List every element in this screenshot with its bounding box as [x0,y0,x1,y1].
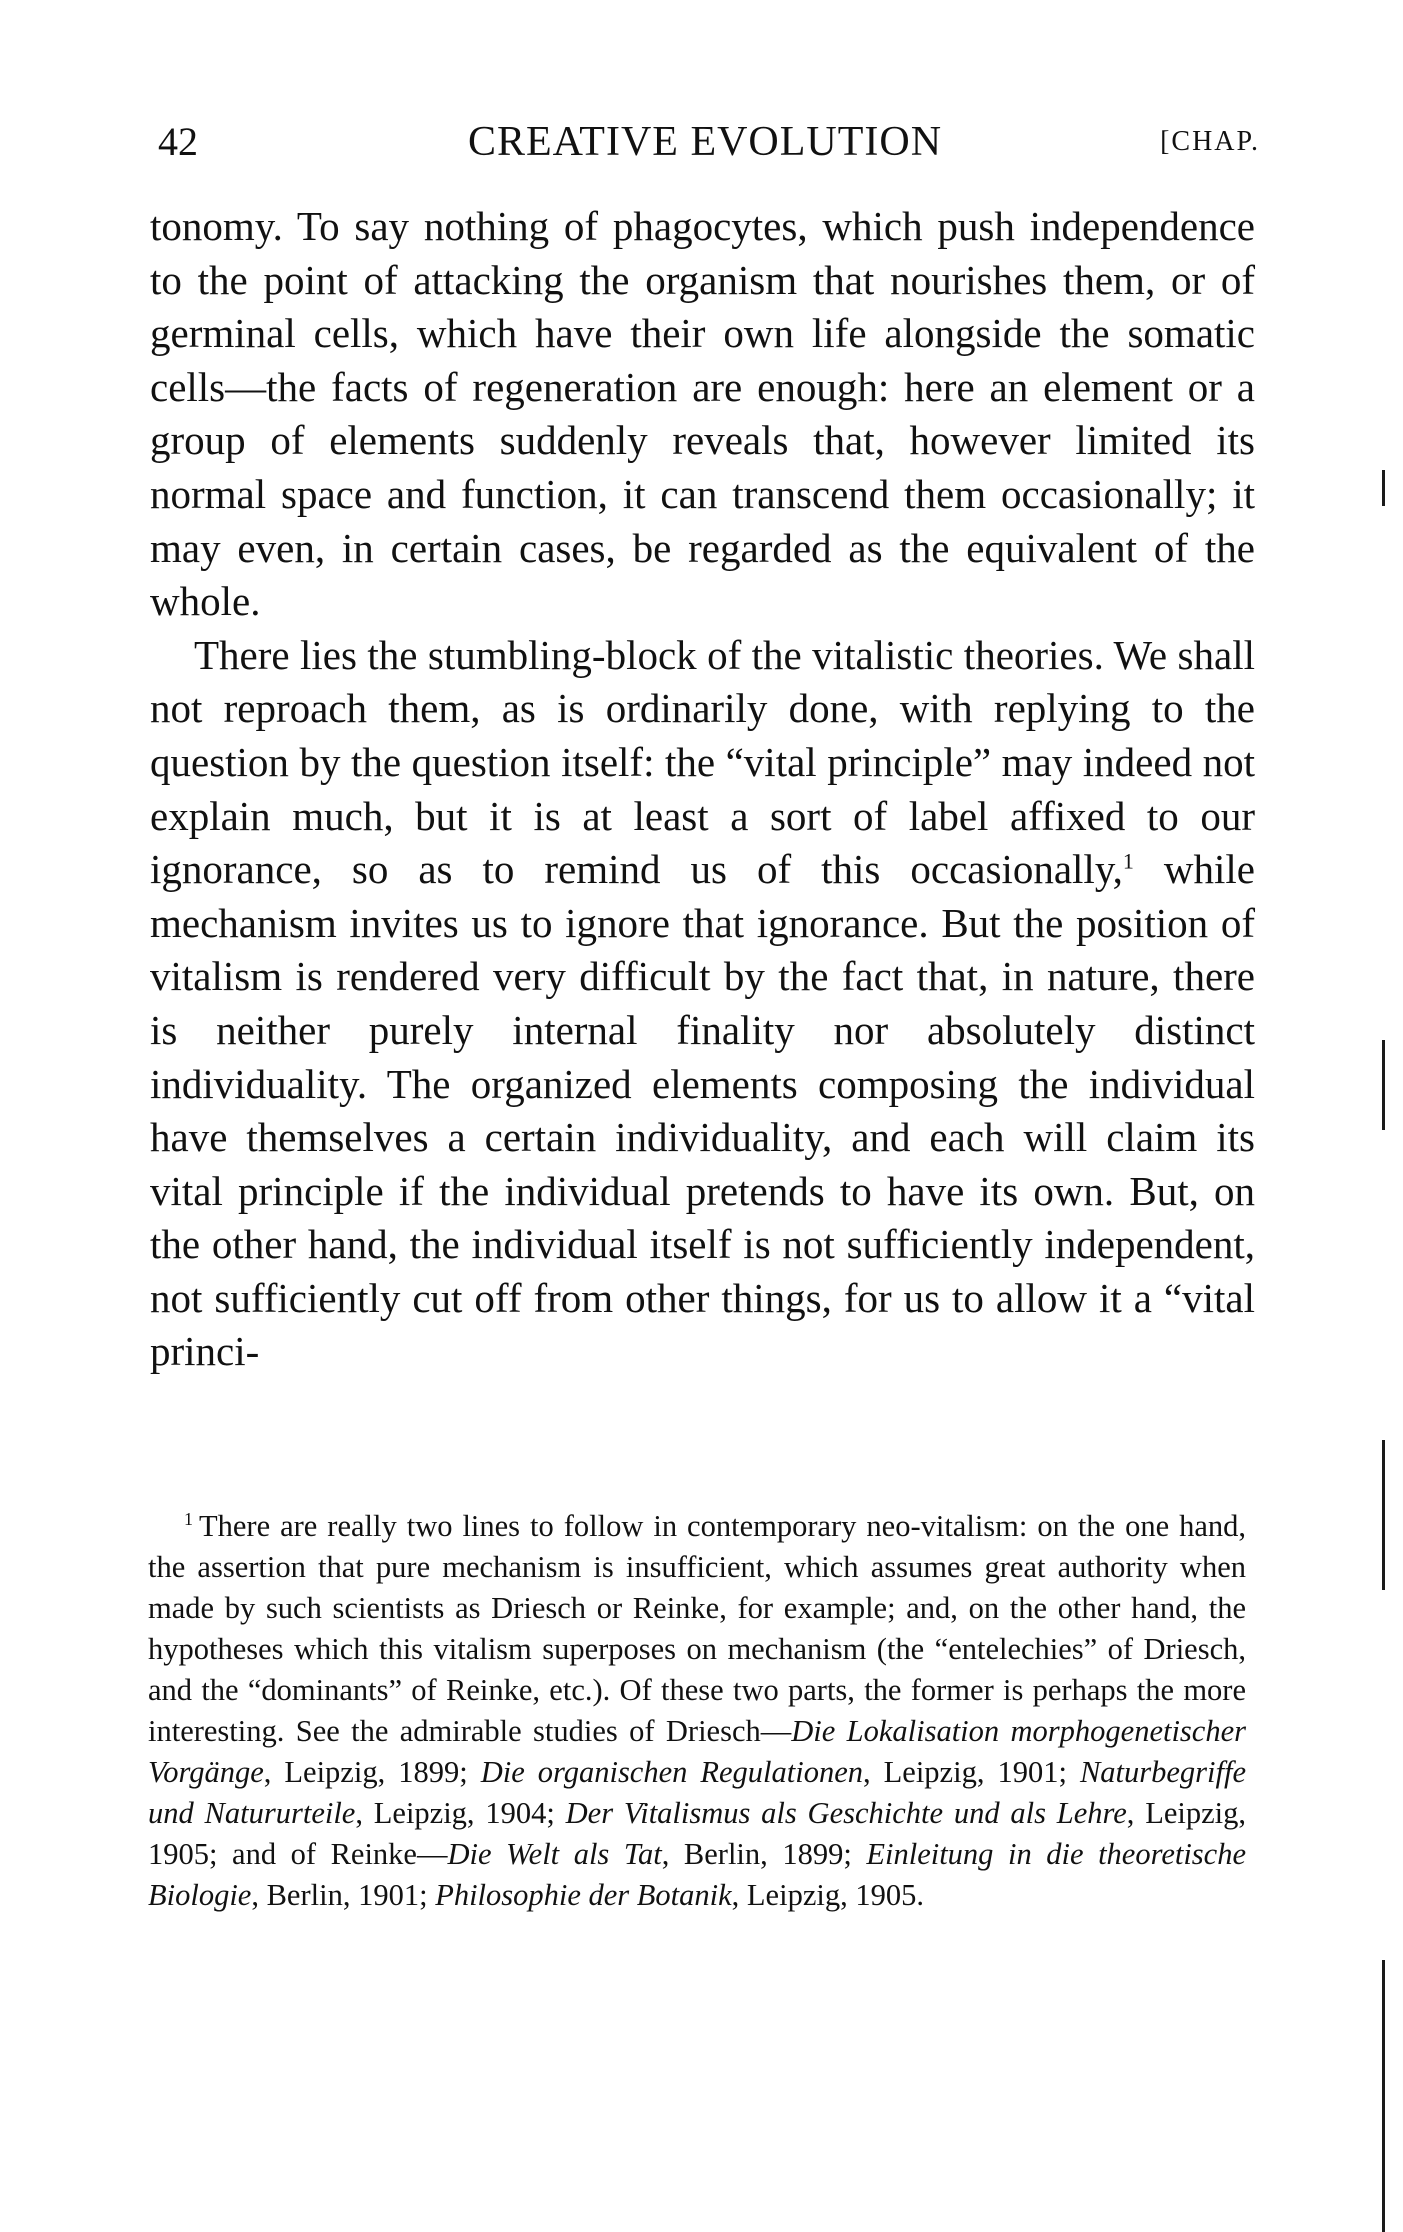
page-number: 42 [158,119,198,164]
footnote-text-8: , Leipzig, 1905. [731,1878,924,1912]
footnote-text-3: , Leipzig, 1901; [863,1755,1080,1789]
paragraph-2 [150,629,1255,1379]
scan-edge-mark [1382,1040,1385,1130]
paragraph-2-part-b: while mechanism invites us to ignore that ignorance. But the position of vitalism is rendered very difficult by the fact that, in nature, there is neither purely internal finality nor absolutely distinct individuality. The organized elements composing the individual have themselves a certain individuality, and each will claim its vital principle if the individual pretends to have its own. But, on the other hand, the individual itself is not sufficiently independent, not sufficiently cut off from other things, for us to allow it a “vital princi- [150,846,1255,1375]
scan-edge-mark [1382,470,1385,506]
footnote-title-1: Die Lokalisation morphogenetischer Vorgänge [148,1714,1246,1789]
footnote-text-7: , Berlin, 1901; [251,1878,436,1912]
footnote-title-3: Naturbegriffe und Natururteile [148,1755,1246,1830]
body-text [150,200,1255,1379]
footnote-text-1: There are really two lines to follow in contemporary neo-vitalism: on the one hand, the assertion that pure mechanism is insufficient, which assumes great authority when made by such scientists as Driesch or Reinke, for example; and, on the other hand, the hypotheses which this vitalism superposes on mechanism (the “entelechies” of Driesch, and the “dominants” of Reinke, etc.). Of these two parts, the former is perhaps the more interesting. See the admirable studies of Driesch— [148,1509,1246,1748]
paragraph-2-part-a: There lies the stumbling-block of the vitalistic theories. We shall not reproach them, as is ordinarily done, with replying to the question by the question itself: the “vital principle” may indeed not explain much, but it is at least a sort of label affixed to our ignorance, so as to remind us of this occasionally, [150,631,1255,893]
paragraph-1: tonomy. To say nothing of phagocytes, which push independence to the point of attacking the organism that nourishes them, or of germinal cells, which have their own life alongside the somatic cells—the facts of regeneration are enough: here an element or a group of elements suddenly reveals that, however limited its normal space and function, it can transcend them occasionally; it may even, in certain cases, be regarded as the equivalent of the whole. [150,203,1255,625]
page-header [150,118,1260,178]
footnote-title-6: Einleitung in die theoretische Biologie [148,1837,1246,1912]
footnote-text-6: , Berlin, 1899; [661,1837,867,1871]
footnote-title-2: Die organischen Regulationen [480,1755,864,1789]
running-title: CREATIVE EVOLUTION [467,119,943,165]
footnote-number: 1 [184,1508,193,1529]
footnote-title-5: Die Welt als Tat [447,1837,662,1871]
scan-edge-mark [1382,1440,1385,1590]
footnote-text-4: , Leipzig, 1904; [355,1796,566,1830]
chapter-mark: [CHAP. [1160,126,1260,157]
footnote-text-5: , Leipzig, 1905; and of Reinke— [148,1796,1246,1871]
footnote-text-2: , Leipzig, 1899; [263,1755,481,1789]
footnote [148,1506,1246,1916]
footnote-title-4: Der Vitalismus als Geschichte und als Lehre [565,1796,1127,1830]
footnote-title-7: Philosophie der Botanik [435,1878,732,1912]
scan-edge-mark [1382,1960,1385,2232]
footnote-reference[interactable]: 1 [1122,848,1134,874]
